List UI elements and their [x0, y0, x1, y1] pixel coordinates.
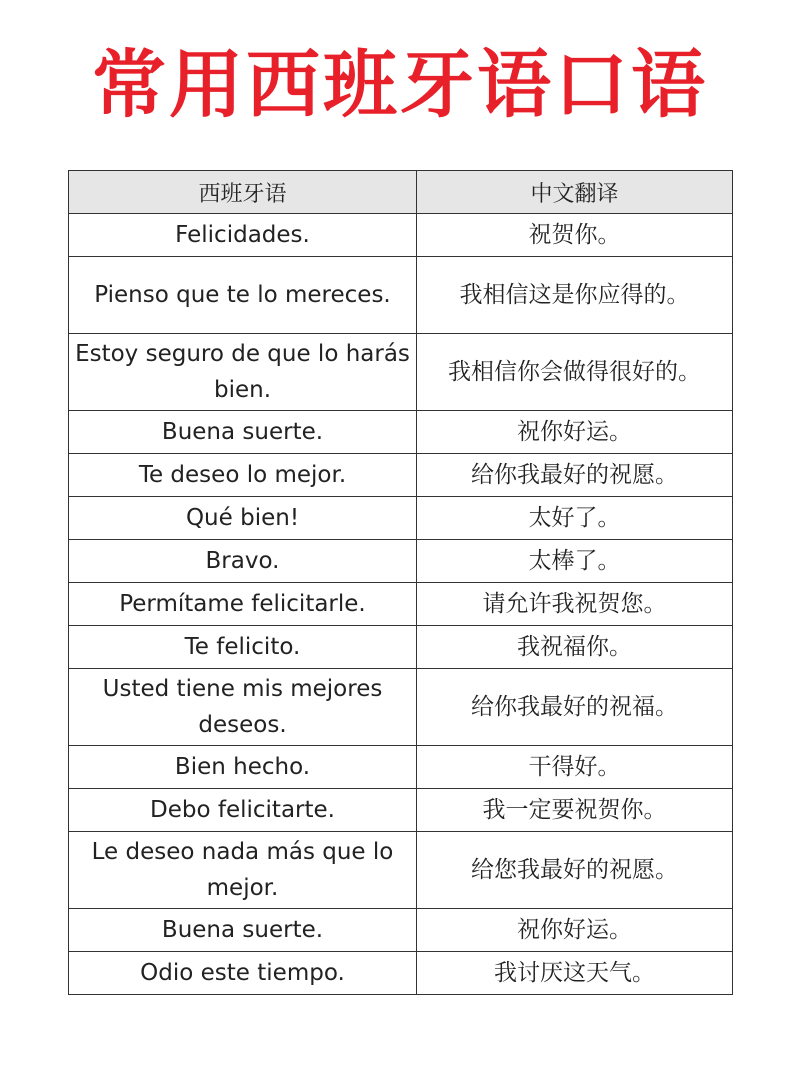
- chinese-cell: 我相信这是你应得的。: [417, 257, 733, 334]
- table-row: [69, 626, 733, 669]
- spanish-cell: Te deseo lo mejor.: [69, 454, 417, 497]
- table-row: [69, 789, 733, 832]
- chinese-cell: 祝你好运。: [417, 411, 733, 454]
- chinese-cell: 我讨厌这天气。: [417, 952, 733, 995]
- spanish-cell: Buena suerte.: [69, 909, 417, 952]
- table-row: [69, 583, 733, 626]
- table-row: [69, 411, 733, 454]
- table-row: [69, 454, 733, 497]
- chinese-cell: 我一定要祝贺你。: [417, 789, 733, 832]
- table-row: [69, 952, 733, 995]
- table-row: [69, 334, 733, 411]
- spanish-cell: Pienso que te lo mereces.: [69, 257, 417, 334]
- table-row: [69, 257, 733, 334]
- spanish-cell: Bravo.: [69, 540, 417, 583]
- spanish-cell: Usted tiene mis mejores deseos.: [69, 669, 417, 746]
- spanish-cell: Le deseo nada más que lo mejor.: [69, 832, 417, 909]
- chinese-cell: 给您我最好的祝愿。: [417, 832, 733, 909]
- spanish-cell: Qué bien!: [69, 497, 417, 540]
- chinese-cell: 给你我最好的祝福。: [417, 669, 733, 746]
- table-row: [69, 909, 733, 952]
- table-row: [69, 540, 733, 583]
- table-row: [69, 497, 733, 540]
- spanish-cell: Bien hecho.: [69, 746, 417, 789]
- chinese-cell: 祝你好运。: [417, 909, 733, 952]
- chinese-cell: 祝贺你。: [417, 214, 733, 257]
- chinese-cell: 太棒了。: [417, 540, 733, 583]
- spanish-cell: Odio este tiempo.: [69, 952, 417, 995]
- spanish-cell: Te felicito.: [69, 626, 417, 669]
- spanish-cell: Buena suerte.: [69, 411, 417, 454]
- chinese-cell: 我相信你会做得很好的。: [417, 334, 733, 411]
- table-row: [69, 669, 733, 746]
- chinese-cell: 干得好。: [417, 746, 733, 789]
- table-row: [69, 214, 733, 257]
- spanish-cell: Permítame felicitarle.: [69, 583, 417, 626]
- page-title: 常用西班牙语口语: [92, 42, 708, 128]
- chinese-cell: 我祝福你。: [417, 626, 733, 669]
- chinese-cell: 太好了。: [417, 497, 733, 540]
- table-header-row: [69, 171, 733, 214]
- header-spanish: 西班牙语: [69, 171, 417, 214]
- chinese-cell: 请允许我祝贺您。: [417, 583, 733, 626]
- chinese-cell: 给你我最好的祝愿。: [417, 454, 733, 497]
- phrase-table: [68, 170, 733, 995]
- spanish-cell: Debo felicitarte.: [69, 789, 417, 832]
- table-row: [69, 832, 733, 909]
- spanish-cell: Felicidades.: [69, 214, 417, 257]
- spanish-cell: Estoy seguro de que lo harás bien.: [69, 334, 417, 411]
- table-row: [69, 746, 733, 789]
- header-chinese: 中文翻译: [417, 171, 733, 214]
